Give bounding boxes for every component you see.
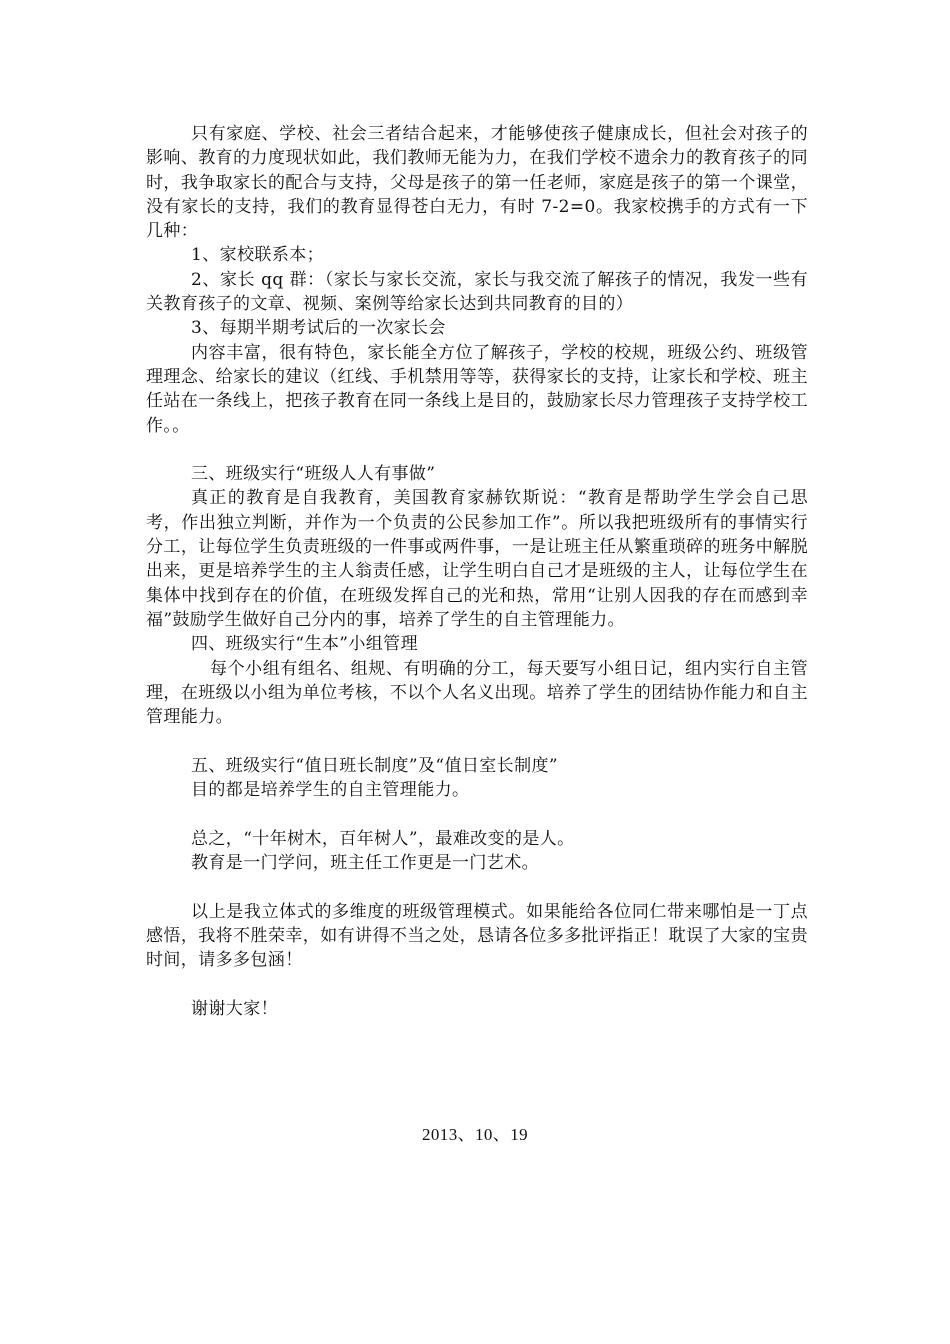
- paragraph-thanks: 谢谢大家！: [191, 998, 278, 1019]
- list-item-parent-qq-group: 2、家长 qq 群：（家长与家长交流，家长与我交流了解孩子的情况，我发一些有关教育孩子的文章、视频、案例等给家长达到共同教育的目的）: [146, 269, 808, 315]
- document-body: [146, 122, 808, 1021]
- section-heading-five: 五、班级实行“值日班长制度”及“值日室长制度”: [191, 755, 558, 776]
- section-heading-three: 三、班级实行“班级人人有事做”: [191, 464, 436, 485]
- blank-line: [146, 438, 808, 462]
- blank-line: [146, 875, 808, 899]
- section-heading-four: 四、班级实行“生本”小组管理: [191, 634, 418, 655]
- paragraph-group-management: 每个小组有组名、组规、有明确的分工，每天要写小组日记，组内实行自主管理，在班级以小组为单位考核，不以个人名义出现。培养了学生的团结协作能力和自主管理能力。: [146, 658, 808, 728]
- list-item-parent-meeting: 3、每期半期考试后的一次家长会: [191, 318, 446, 339]
- paragraph-conclusion: 总之，“十年树木，百年树人”，最难改变的是人。: [191, 828, 575, 849]
- paragraph-meeting-content: 内容丰富，很有特色，家长能全方位了解孩子，学校的校规，班级公约、班级管理理念、给家长的建议（红线、手机禁用等等，获得家长的支持，让家长和学校、班主任站在一条线上，把孩子教育在同一条线上是目的，鼓励家长尽力管理孩子支持学校工作。。: [146, 342, 808, 436]
- paragraph-art-of-teaching: 教育是一门学问，班主任工作更是一门艺术。: [191, 852, 539, 873]
- list-item-contact-book: 1、家校联系本；: [191, 245, 325, 266]
- paragraph-home-school-cooperation: 只有家庭、学校、社会三者结合起来，才能够使孩子健康成长，但社会对孩子的影响、教育的力度现状如此，我们教师无能为力，在我们学校不遗余力的教育孩子的同时，我争取家长的配合与支持，父母是孩子的第一任老师，家庭是孩子的第一个课堂，没有家长的支持，我们的教育显得苍白无力，有时 7-2=0。我家校携手的方式有一下几种：: [146, 124, 808, 242]
- blank-line: [146, 802, 808, 826]
- paragraph-purpose: 目的都是培养学生的自主管理能力。: [191, 780, 470, 801]
- paragraph-closing-remarks: 以上是我立体式的多维度的班级管理模式。如果能给各位同仁带来哪怕是一丁点感悟，我将不胜荣幸，如有讲得不当之处，恳请各位多多批评指正！耽误了大家的宝贵时间，请多多包涵！: [146, 901, 808, 971]
- document-date: 2013、10、19: [422, 1125, 528, 1144]
- blank-line: [146, 972, 808, 996]
- paragraph-self-education: 真正的教育是自我教育，美国教育家赫钦斯说：“教育是帮助学生学会自己思考，作出独立判断，并作为一个负责的公民参加工作”。所以我把班级所有的事情实行分工，让每位学生负责班级的一件事或两件事，一是让班主任从繁重琐碎的班务中解脱出来，更是培养学生的主人翁责任感，让学生明白自己才是班级的主人，让每位学生在集体中找到存在的价值，在班级发挥自己的光和热，常用“让别人因我的存在而感到幸福”鼓励学生做好自己分内的事，培养了学生的自主管理能力。: [146, 488, 808, 630]
- blank-line: [146, 729, 808, 753]
